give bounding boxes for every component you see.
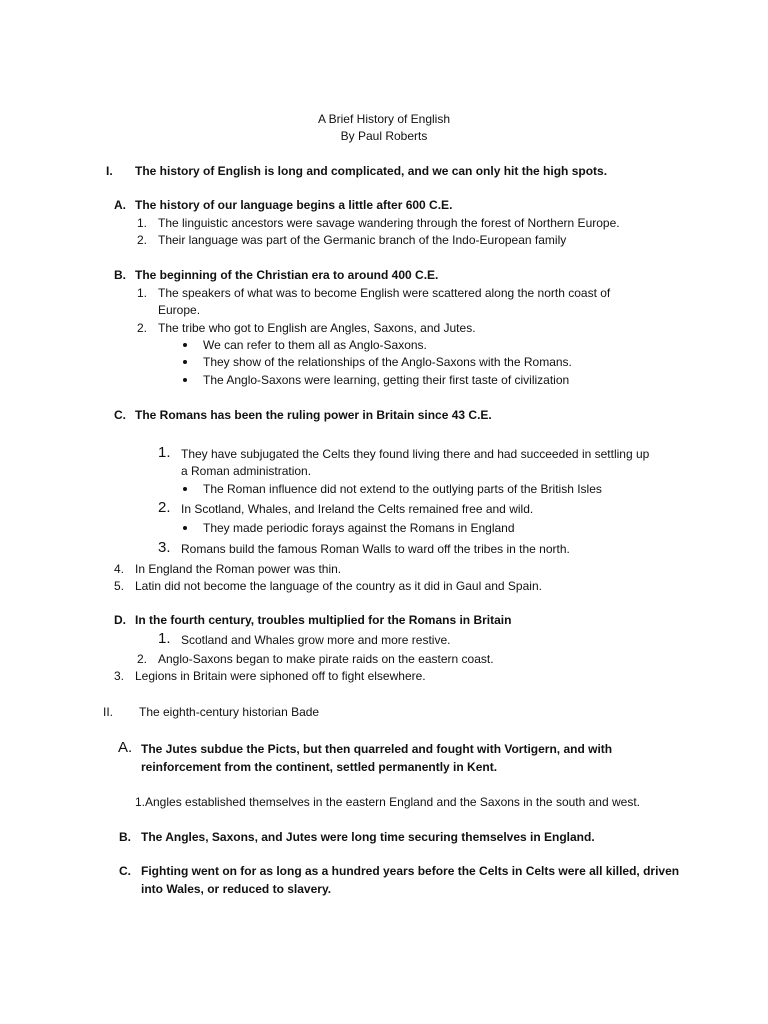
item-ii-b-label: B. [119,830,131,844]
item-ii-a-text-line1: The Jutes subdue the Picts, but then quarreled and fought with Vortigern, and with [141,742,613,756]
bullet-icon [183,378,187,382]
item-a2-number: 2. [137,233,148,247]
item-c5-number: 5. [114,579,125,593]
item-ii-b-text: The Angles, Saxons, and Jutes were long time securing themselves in England. [141,830,595,844]
document-title: A Brief History of English [317,112,451,126]
section-1-number: I. [106,164,113,178]
item-d1-number: 1. [158,630,171,647]
item-c1-text-line2: a Roman administration. [181,464,312,478]
item-c-label: C. [114,408,126,422]
item-d2-number: 2. [137,652,148,666]
bullet-icon [183,487,187,491]
item-a1-number: 1. [137,216,148,230]
item-d-text: In the fourth century, troubles multiplied for the Romans in Britain [135,613,512,627]
item-c-text: The Romans has been the ruling power in Britain since 43 C.E. [135,408,492,422]
item-b-label: B. [114,268,126,282]
item-d3-number: 3. [114,669,125,683]
item-b2-bullet-2: They show of the relationships of the Anglo-Saxons with the Romans. [203,355,572,369]
document-author: By Paul Roberts [340,129,428,143]
item-b2-bullet-1: We can refer to them all as Anglo-Saxons. [203,338,427,352]
item-ii-a-label: A. [118,739,133,756]
bullet-icon [183,360,187,364]
bullet-icon [183,526,187,530]
item-b1-number: 1. [137,286,148,300]
item-b1-text-line2: Europe. [158,303,201,317]
item-ii-c-text-line1: Fighting went on for as long as a hundred years before the Celts in Celts were all killed, driven [141,864,680,878]
item-b2-text: The tribe who got to English are Angles, Saxons, and Jutes. [158,321,476,335]
item-c1-text-line1: They have subjugated the Celts they found living there and had succeeded in settling up [181,447,650,461]
item-a-text: The history of our language begins a little after 600 C.E. [135,198,453,212]
item-c2-number: 2. [158,499,171,516]
item-b1-text-line1: The speakers of what was to become English were scattered along the north coast of [158,286,611,300]
item-c1-number: 1. [158,444,171,461]
item-c2-bullet: They made periodic forays against the Romans in England [203,521,515,535]
item-b-text: The beginning of the Christian era to around 400 C.E. [135,268,439,282]
item-ii-c-label: C. [119,864,131,878]
item-d2-text: Anglo-Saxons began to make pirate raids on the eastern coast. [158,652,494,666]
item-ii-a1-text: 1.Angles established themselves in the eastern England and the Saxons in the south and west. [135,795,640,809]
item-a1-text: The linguistic ancestors were savage wandering through the forest of Northern Europe. [158,216,620,230]
item-d3-text: Legions in Britain were siphoned off to fight elsewhere. [135,669,426,683]
item-c4-text: In England the Roman power was thin. [135,562,342,576]
item-d-label: D. [114,613,126,627]
item-c2-text: In Scotland, Whales, and Ireland the Celts remained free and wild. [181,502,534,516]
item-c3-number: 3. [158,539,171,556]
section-2-heading: The eighth-century historian Bade [139,705,320,719]
item-ii-a-text-line2: reinforcement from the continent, settled permanently in Kent. [141,760,498,774]
item-c3-text: Romans build the famous Roman Walls to ward off the tribes in the north. [181,542,570,556]
bullet-icon [183,343,187,347]
item-a2-text: Their language was part of the Germanic branch of the Indo-European family [158,233,567,247]
section-2-number: II. [103,705,114,719]
section-1-heading: The history of English is long and complicated, and we can only hit the high spots. [135,164,608,178]
item-c4-number: 4. [114,562,125,576]
item-ii-c-text-line2: into Wales, or reduced to slavery. [141,882,332,896]
item-a-label: A. [114,198,126,212]
item-c5-text: Latin did not become the language of the country as it did in Gaul and Spain. [135,579,542,593]
item-b2-bullet-3: The Anglo-Saxons were learning, getting their first taste of civilization [203,373,570,387]
item-b2-number: 2. [137,321,148,335]
item-d1-text: Scotland and Whales grow more and more restive. [181,633,451,647]
item-c1-bullet: The Roman influence did not extend to the outlying parts of the British Isles [203,482,602,496]
